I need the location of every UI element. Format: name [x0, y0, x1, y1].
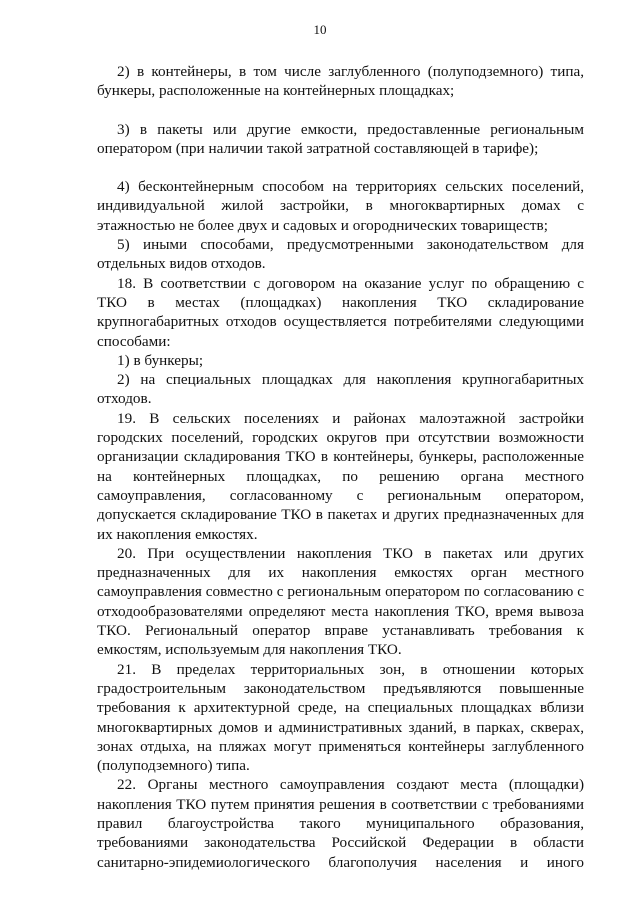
clause-18-item-1: 1) в бункеры;	[117, 351, 204, 369]
clause-21: 21. В пределах территориальных зон, в отношении которых градостроительным законодательством предъявляются повышенные требования к архитектурной среде, на специальных площадках вблизи многоквартирных домов и административных зданий, в парках, скверах, зонах отдыха, на пляжах могут применяться контейнеры заглубленного (полуподземного) типа.	[97, 660, 584, 775]
list-item-4: 4) бесконтейнерным способом на территориях сельских поселений, индивидуальной жилой застройки, в многоквартирных домах с этажностью не более двух и садовых и огороднических товариществ;	[97, 178, 584, 234]
list-item-3: 3) в пакеты или другие емкости, предоставленные региональным оператором (при наличии такой затратной составляющей в тарифе);	[97, 120, 584, 157]
clause-19: 19. В сельских поселениях и районах малоэтажной застройки городских поселений, городских округов при отсутствии возможности организации складирования ТКО в контейнеры, бункеры, расположенные на контейнерных площадках, по решению органа местного самоуправления, согласованному с региональным оператором, допускается складирование ТКО в пакетах и других предназначенных для их накопления емкостях.	[97, 409, 584, 543]
list-item-2: 2) в контейнеры, в том числе заглубленного (полуподземного) типа, бункеры, расположенные на контейнерных площадках;	[97, 63, 584, 100]
document-body	[97, 62, 584, 872]
clause-18: 18. В соответствии с договором на оказание услуг по обращению с ТКО в местах (площадках) накопления ТКО складирование крупногабаритных отходов осуществляется потребителями следующими способами:	[97, 274, 584, 350]
clause-22: 22. Органы местного самоуправления создают места (площадки) накопления ТКО путем принятия решения в соответствии с требованиями правил благоустройства такого муниципального образования, требованиями законодательства Российской Федерации в области санитарно-эпидемиологического благополучия населения и иного	[97, 776, 584, 871]
clause-18-item-2: 2) на специальных площадках для накопления крупногабаритных отходов.	[97, 371, 584, 408]
list-item-5: 5) иными способами, предусмотренными законодательством для отдельных видов отходов.	[97, 236, 584, 273]
page-number: 10	[313, 22, 327, 37]
clause-20: 20. При осуществлении накопления ТКО в пакетах или других предназначенных для их накопления емкостях орган местного самоуправления совместно с региональным оператором по согласованию с отходообразователями определяют места накопления ТКО, время вывоза ТКО. Региональный оператор вправе устанавливать требования к емкостям, используемым для накопления ТКО.	[97, 544, 584, 659]
